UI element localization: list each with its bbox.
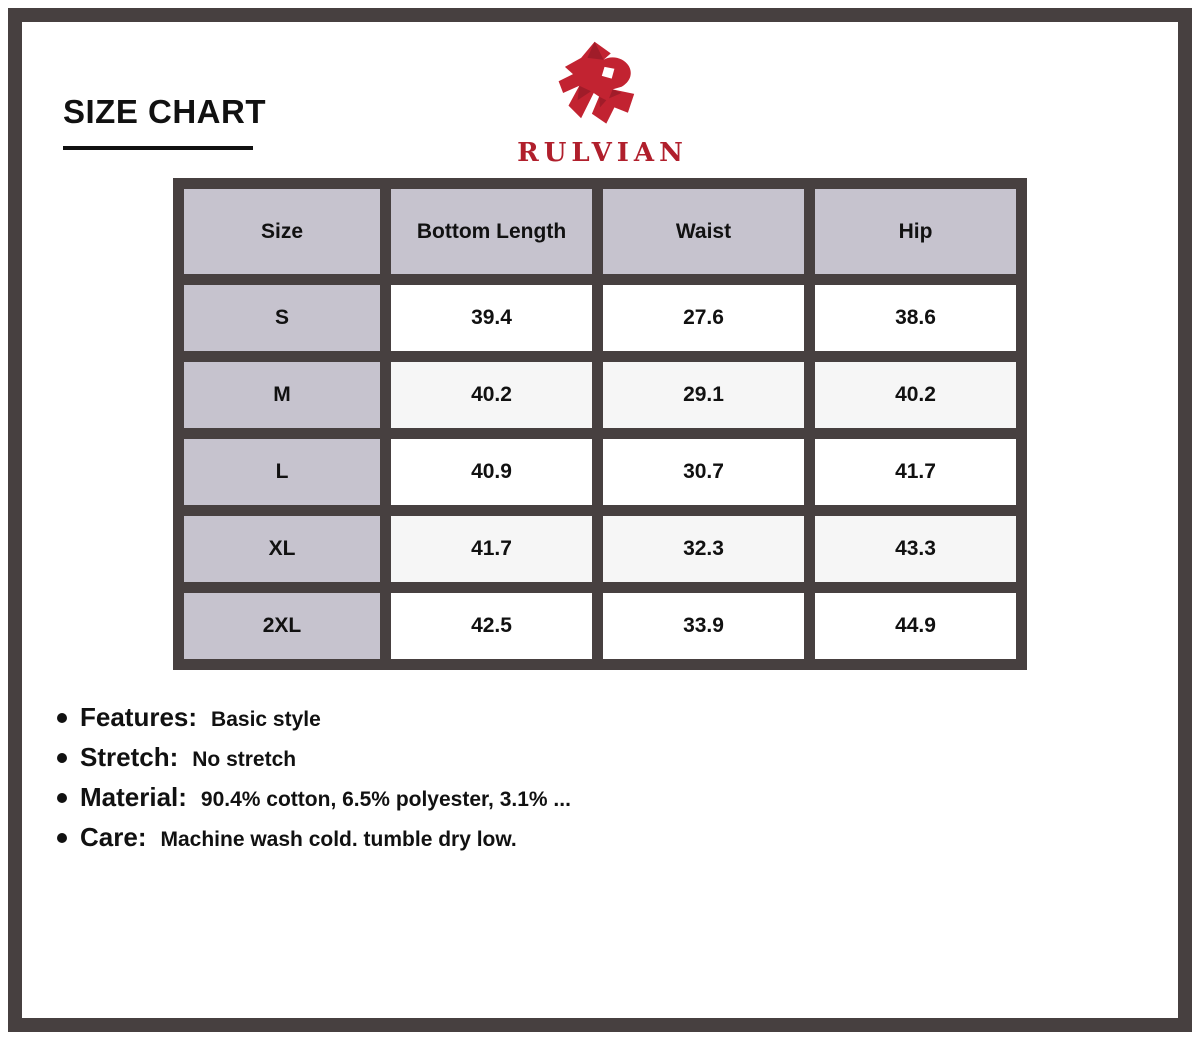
bullet-icon (57, 753, 67, 763)
col-header-waist: Waist (603, 189, 804, 274)
brand-wordmark: RULVIAN (517, 138, 688, 168)
detail-value: No stretch (192, 748, 297, 771)
cell-hip: 38.6 (815, 285, 1016, 351)
brand-logo (0, 36, 1200, 168)
detail-item-features (57, 702, 571, 742)
size-table (173, 178, 1027, 670)
table-header-row (184, 189, 1016, 274)
cell-waist: 27.6 (603, 285, 804, 351)
row-label-size: S (184, 285, 380, 351)
col-header-bottom-length: Bottom Length (391, 189, 592, 274)
cell-hip: 43.3 (815, 516, 1016, 582)
bullet-icon (57, 713, 67, 723)
cell-bottom-length: 40.2 (391, 362, 592, 428)
bullet-icon (57, 833, 67, 843)
detail-label: Stretch: (80, 742, 179, 772)
table-row-m (184, 362, 1016, 428)
cell-hip: 40.2 (815, 362, 1016, 428)
cell-bottom-length: 40.9 (391, 439, 592, 505)
cell-waist: 32.3 (603, 516, 804, 582)
detail-value: Machine wash cold. tumble dry low. (160, 828, 517, 851)
table-row-xl (184, 516, 1016, 582)
detail-value: Basic style (211, 708, 321, 731)
page-title: SIZE CHART (63, 93, 266, 130)
table-row-s (184, 285, 1016, 351)
cell-bottom-length: 42.5 (391, 593, 592, 659)
col-header-size: Size (184, 189, 380, 274)
cell-bottom-length: 39.4 (391, 285, 592, 351)
row-label-size: M (184, 362, 380, 428)
cell-waist: 33.9 (603, 593, 804, 659)
cell-waist: 29.1 (603, 362, 804, 428)
table-row-2xl (184, 593, 1016, 659)
detail-item-stretch (57, 742, 571, 782)
cell-waist: 30.7 (603, 439, 804, 505)
cell-bottom-length: 41.7 (391, 516, 592, 582)
table-row-l (184, 439, 1016, 505)
detail-item-care (57, 822, 571, 862)
rulvian-r-logo-icon (555, 36, 645, 132)
row-label-size: L (184, 439, 380, 505)
detail-value: 90.4% cotton, 6.5% polyester, 3.1% ... (200, 788, 571, 811)
col-header-hip: Hip (815, 189, 1016, 274)
product-details-list (57, 702, 571, 862)
cell-hip: 44.9 (815, 593, 1016, 659)
cell-hip: 41.7 (815, 439, 1016, 505)
detail-item-material (57, 782, 571, 822)
detail-label: Material: (80, 782, 187, 812)
detail-label: Care: (80, 822, 147, 852)
row-label-size: 2XL (184, 593, 380, 659)
bullet-icon (57, 793, 67, 803)
detail-label: Features: (80, 702, 198, 732)
row-label-size: XL (184, 516, 380, 582)
